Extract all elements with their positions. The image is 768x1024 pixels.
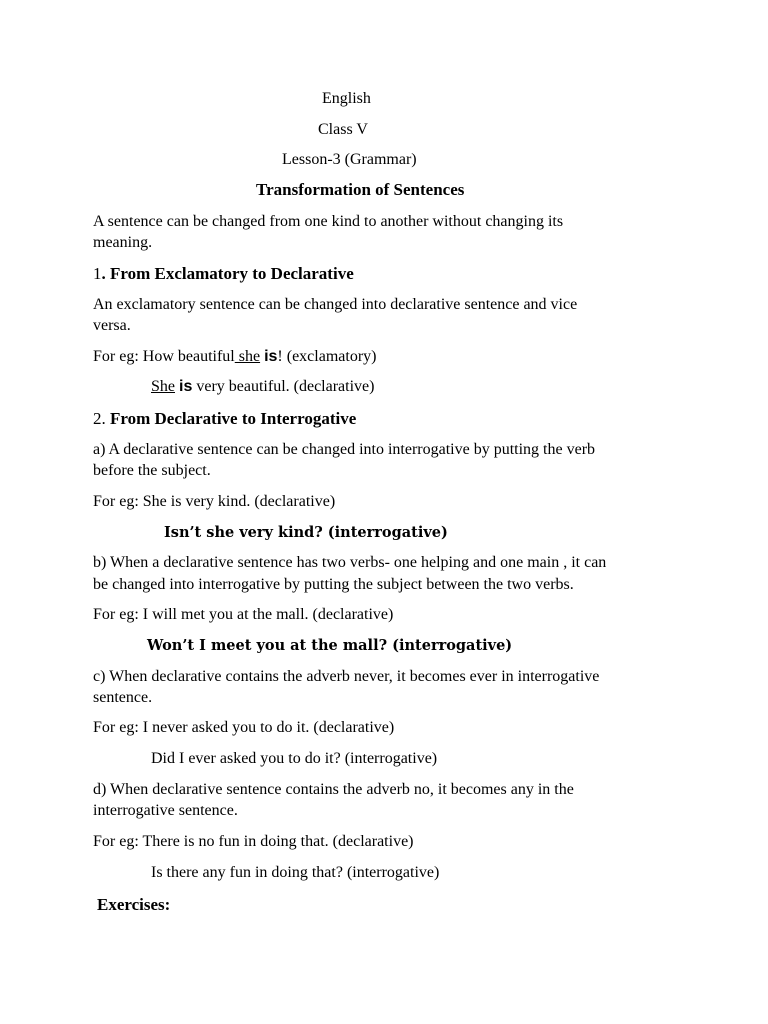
rule-b-example-1: For eg: I will met you at the mall. (declarative) (93, 606, 394, 623)
rule-d-example-1: For eg: There is no fun in doing that. (declarative) (93, 833, 414, 850)
exercises-heading: Exercises: (97, 895, 171, 914)
section-1-desc-line-2: versa. (93, 317, 131, 334)
rule-a-example-1: For eg: She is very kind. (declarative) (93, 493, 336, 510)
eg2-verb: is (179, 378, 193, 395)
rule-a-line-1: a) A declarative sentence can be changed into interrogative by putting the verb (93, 441, 596, 458)
section-1-number: 1 (93, 264, 102, 283)
rule-b-example-2: Won’t I meet you at the mall? (interrogative) (147, 637, 513, 654)
rule-c-example-1: For eg: I never asked you to do it. (declarative) (93, 719, 395, 736)
rule-a-line-2: before the subject. (93, 462, 211, 479)
rule-a-example-2: Isn’t she very kind? (interrogative) (164, 524, 448, 541)
section-2-heading (93, 408, 356, 429)
rule-c-line-2: sentence. (93, 689, 153, 706)
eg1-subject: she (234, 348, 261, 365)
class-title: Class V (318, 121, 368, 138)
section-1-heading (93, 263, 354, 284)
rule-d-example-2: Is there any fun in doing that? (interrogative) (151, 864, 440, 881)
section-1-example-2 (151, 376, 374, 397)
section-1-heading-text: . From Exclamatory to Declarative (101, 264, 354, 283)
subject-title: English (322, 90, 371, 107)
rule-c-example-2: Did I ever asked you to do it? (interrogative) (151, 750, 438, 767)
intro-line-2: meaning. (93, 234, 153, 251)
section-1-example-1 (93, 346, 376, 367)
rule-d-line-2: interrogative sentence. (93, 802, 238, 819)
intro-line-1: A sentence can be changed from one kind to another without changing its (93, 213, 564, 230)
eg1-prefix: For eg: How beautiful (93, 348, 235, 365)
rule-d-line-1: d) When declarative sentence contains the adverb no, it becomes any in the (93, 781, 574, 798)
eg1-verb: is (264, 348, 278, 365)
eg2-subject: She (151, 378, 175, 395)
section-2-number: 2. (93, 409, 110, 428)
rule-c-line-1: c) When declarative contains the adverb never, it becomes ever in interrogative (93, 668, 600, 685)
section-2-heading-text: From Declarative to Interrogative (110, 409, 357, 428)
eg2-rest: very beautiful. (declarative) (192, 378, 375, 395)
eg1-rest: ! (exclamatory) (277, 348, 377, 365)
rule-b-line-2: be changed into interrogative by putting the subject between the two verbs. (93, 576, 574, 593)
rule-b-line-1: b) When a declarative sentence has two verbs- one helping and one main , it can (93, 554, 607, 571)
lesson-title: Lesson-3 (Grammar) (282, 151, 417, 168)
section-1-desc-line-1: An exclamatory sentence can be changed into declarative sentence and vice (93, 296, 578, 313)
page-title: Transformation of Sentences (256, 180, 465, 199)
